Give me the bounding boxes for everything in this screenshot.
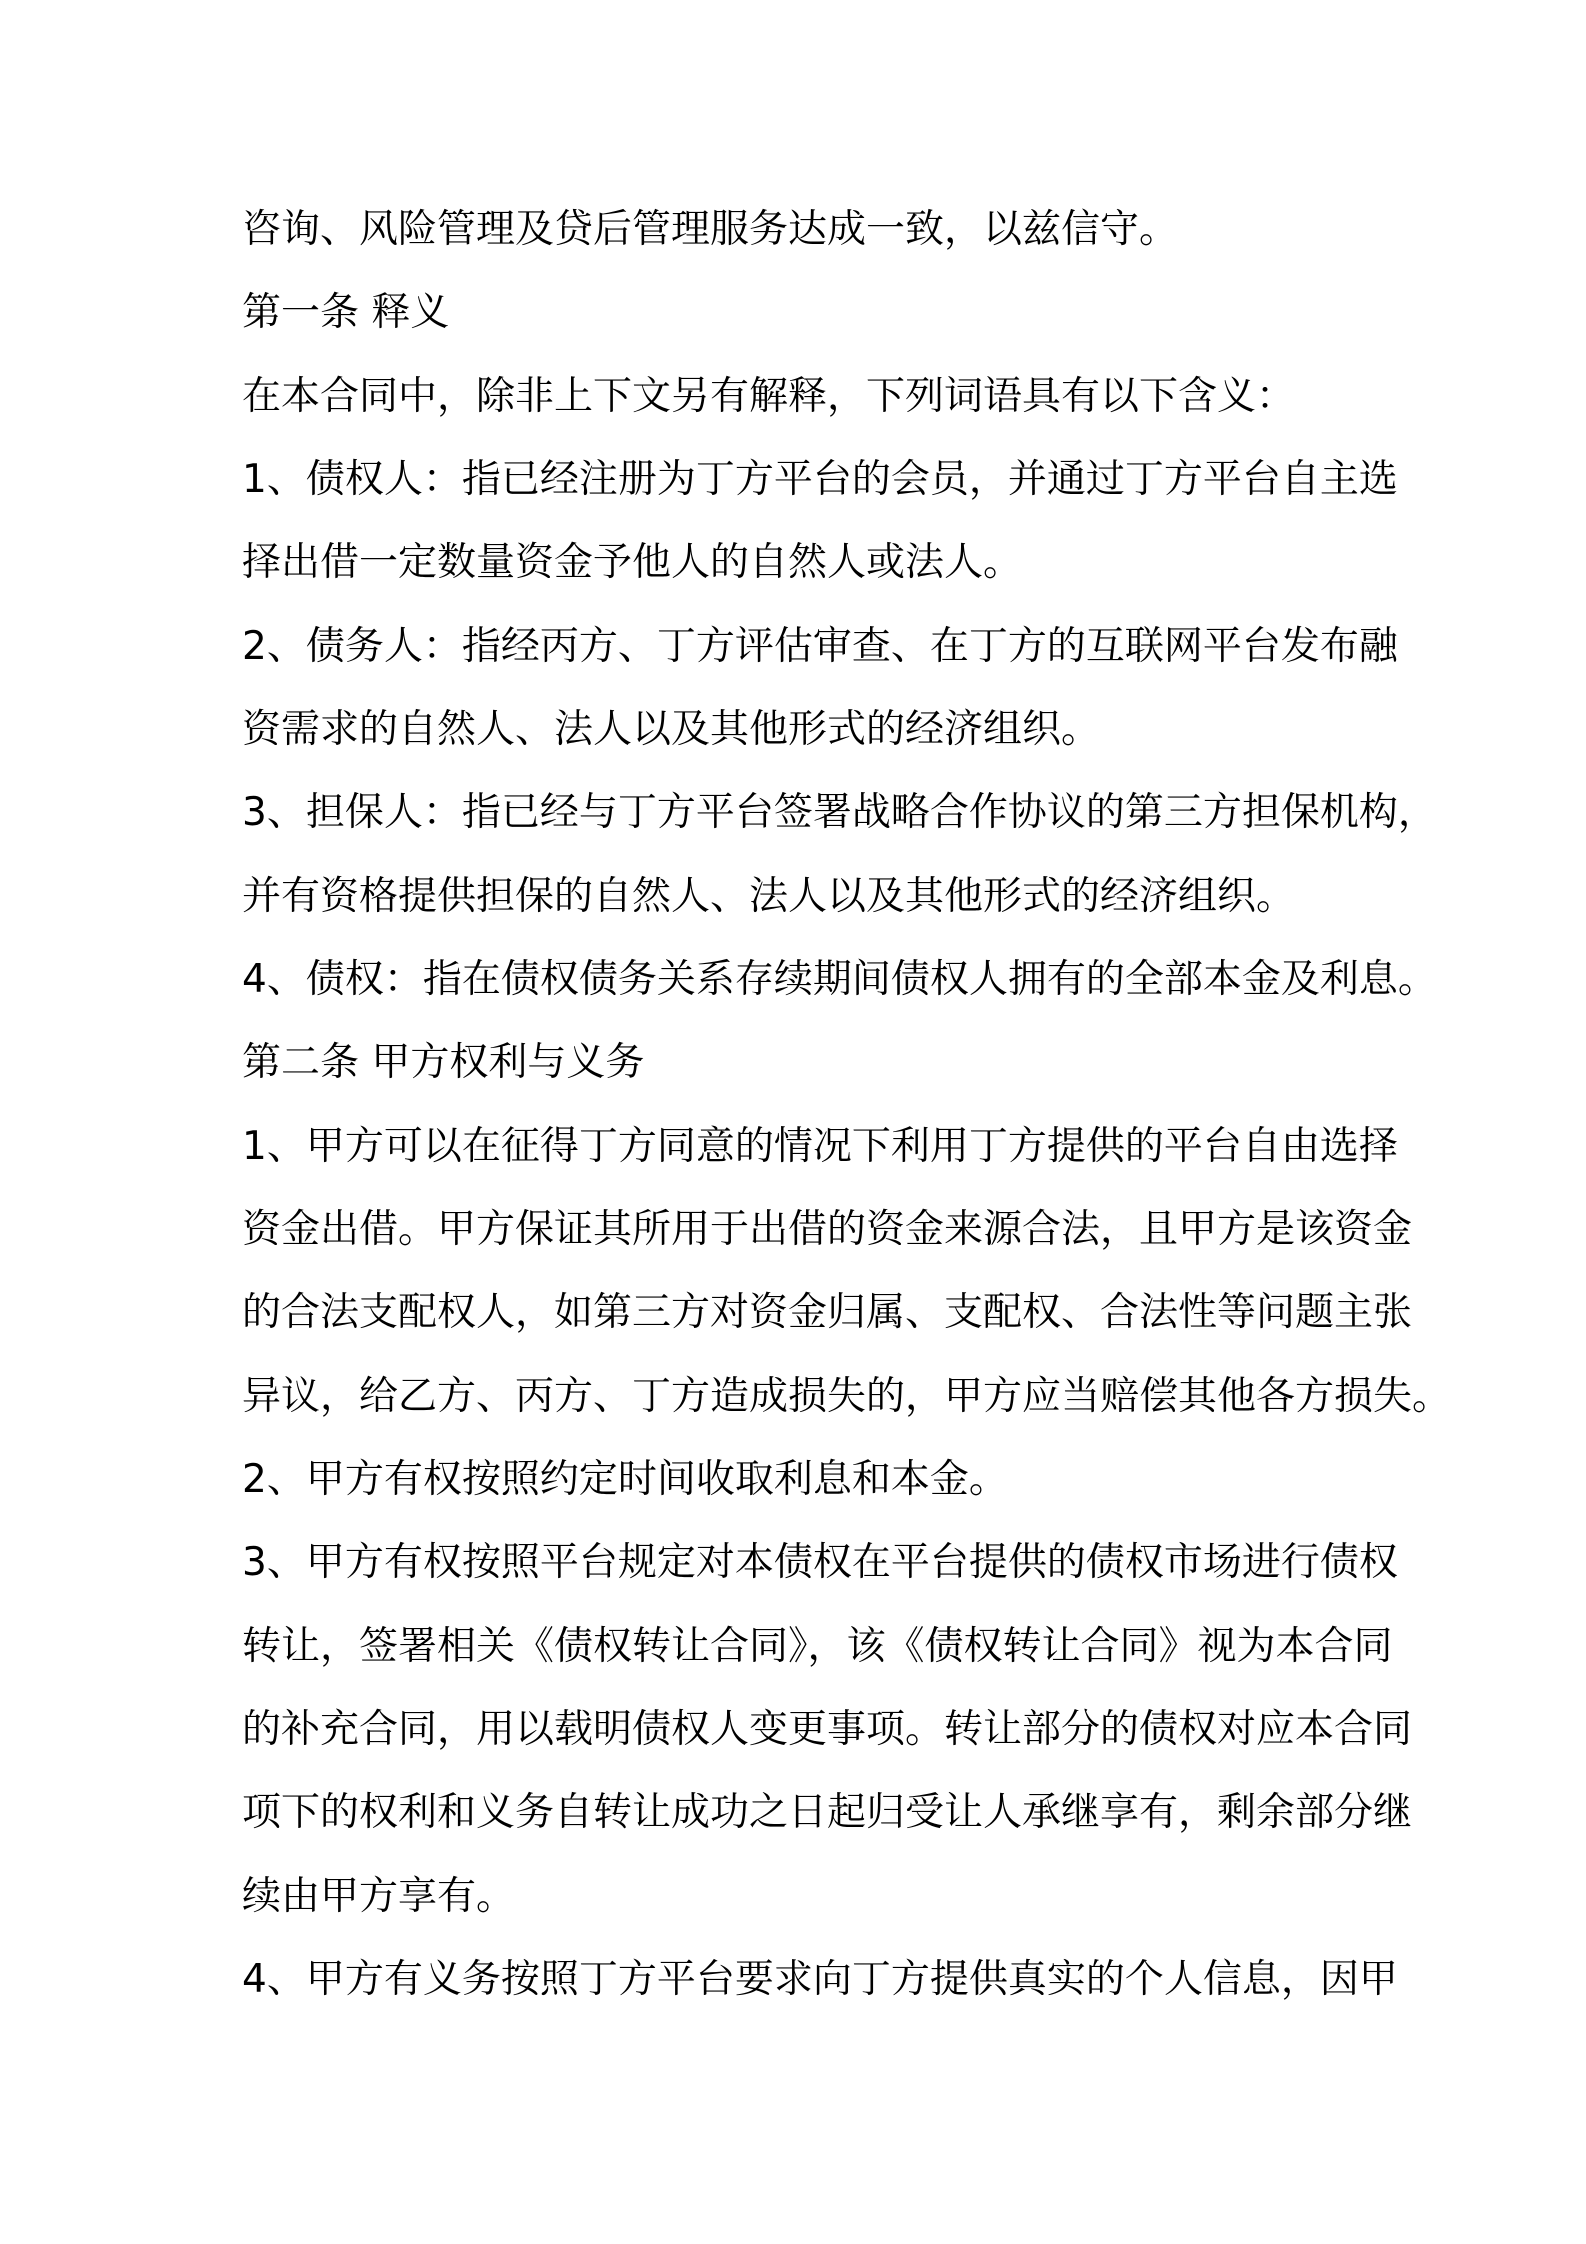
text-line: 资需求的自然人、法人以及其他形式的经济组织。 — [242, 707, 1101, 752]
text-line: 4、债权：指在债权债务关系存续期间债权人拥有的全部本金及利息。 — [242, 957, 1437, 1002]
text-line: 项下的权利和义务自转让成功之日起归受让人承继享有，剩余部分继 — [242, 1790, 1413, 1835]
text-line: 3、担保人：指已经与丁方平台签署战略合作协议的第三方担保机构， — [242, 790, 1437, 835]
text-line: 2、债务人：指经丙方、丁方评估审查、在丁方的互联网平台发布融 — [242, 624, 1398, 669]
text-line: 的合法支配权人，如第三方对资金归属、支配权、合法性等问题主张 — [242, 1290, 1413, 1335]
text-line: 咨询、风险管理及贷后管理服务达成一致，以兹信守。 — [242, 207, 1179, 252]
text-line: 资金出借。甲方保证其所用于出借的资金来源合法，且甲方是该资金 — [242, 1207, 1413, 1252]
text-line: 在本合同中，除非上下文另有解释，下列词语具有以下含义： — [242, 374, 1296, 419]
text-line: 续由甲方享有。 — [242, 1874, 516, 1919]
text-line: 4、甲方有义务按照丁方平台要求向丁方提供真实的个人信息，因甲 — [242, 1957, 1398, 2002]
section-heading: 第一条 释义 — [242, 290, 450, 335]
text-line: 1、甲方可以在征得丁方同意的情况下利用丁方提供的平台自由选择 — [242, 1124, 1398, 1169]
text-line: 的补充合同，用以载明债权人变更事项。转让部分的债权对应本合同 — [242, 1707, 1413, 1752]
text-line: 2、甲方有权按照约定时间收取利息和本金。 — [242, 1457, 1008, 1502]
text-line: 异议，给乙方、丙方、丁方造成损失的，甲方应当赔偿其他各方损失。 — [242, 1374, 1452, 1419]
text-line: 并有资格提供担保的自然人、法人以及其他形式的经济组织。 — [242, 874, 1296, 919]
text-line: 1、债权人：指已经注册为丁方平台的会员，并通过丁方平台自主选 — [242, 457, 1398, 502]
text-line: 择出借一定数量资金予他人的自然人或法人。 — [242, 540, 1023, 585]
section-heading: 第二条 甲方权利与义务 — [242, 1040, 645, 1085]
text-line: 转让，签署相关《债权转让合同》，该《债权转让合同》视为本合同 — [242, 1624, 1393, 1669]
text-line: 3、甲方有权按照平台规定对本债权在平台提供的债权市场进行债权 — [242, 1540, 1398, 1585]
